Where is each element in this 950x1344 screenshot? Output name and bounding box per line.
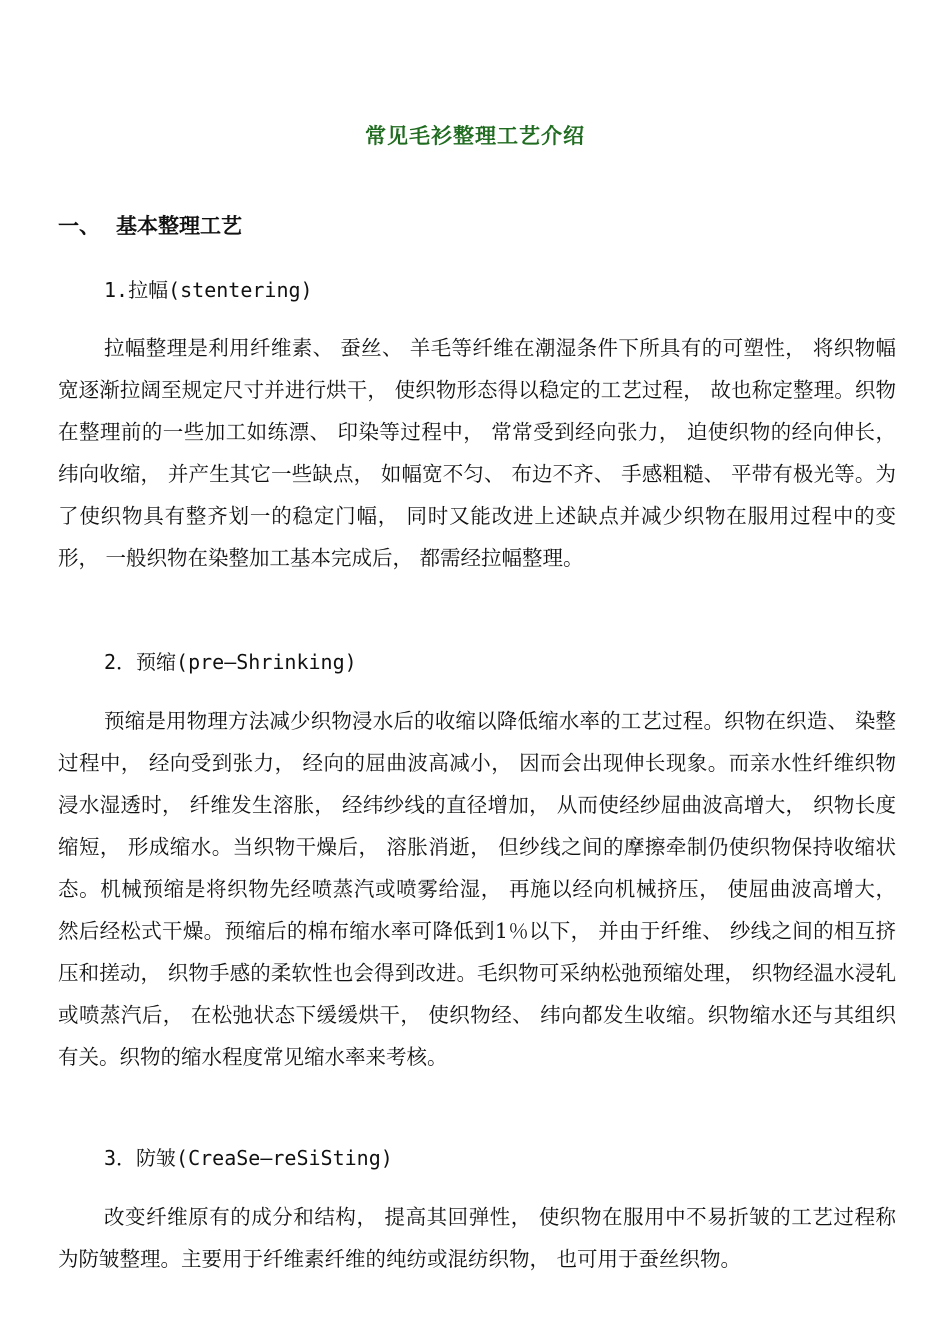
section-number: 一、 [58, 213, 100, 238]
item-heading-crease-resisting: 3．防皱(CreaSe—reSiSting) [104, 1146, 393, 1170]
page-title: 常见毛衫整理工艺介绍 [365, 123, 585, 148]
paragraph-preshrinking: 预缩是用物理方法减少织物浸水后的收缩以降低缩水率的工艺过程。织物在织造、 染整过程中， 经向受到张力， 经向的屈曲波高减小， 因而会出现伸长现象。而亲水性纤维织物浸水湿透时， 纤维发生溶胀， 经纬纱线的直径增加， 从而使经纱屈曲波高增大， 织物长度缩短， 形成缩水。当织物干燥后， 溶胀消逝， 但纱线之间的摩擦牵制仍使织物保持收缩状态。机械预缩是将织物先经喷蒸汽或喷雾给湿， 再施以经向机械挤压， 使屈曲波高增大， 然后经松式干燥。预缩后的棉布缩水率可降低到1％以下， 并由于纤维、 纱线之间的相互挤压和搓动， 织物手感的柔软性也会得到改进。毛织物可采纳松弛预缩处理， 织物经温水浸轧或喷蒸汽后， 在松弛状态下缓缓烘干， 使织物经、 纬向都发生收缩。织物缩水还与其组织有关。织物的缩水程度常见缩水率来考核。 [58, 709, 896, 1069]
section-heading [58, 210, 242, 240]
item-heading-stentering: 1.拉幅(stentering) [104, 278, 313, 302]
paragraph-stentering: 拉幅整理是利用纤维素、 蚕丝、 羊毛等纤维在潮湿条件下所具有的可塑性， 将织物幅宽逐渐拉阔至规定尺寸并进行烘干， 使织物形态得以稳定的工艺过程， 故也称定整理。织物在整理前的一些加工如练漂、 印染等过程中， 常常受到经向张力， 迫使织物的经向伸长， 纬向收缩， 并产生其它一些缺点， 如幅宽不匀、 布边不齐、 手感粗糙、 平带有极光等。为了使织物具有整齐划一的稳定门幅， 同时又能改进上述缺点并减少织物在服用过程中的变形， 一般织物在染整加工基本完成后， 都需经拉幅整理。 [58, 336, 896, 570]
paragraph-crease-resisting: 改变纤维原有的成分和结构， 提高其回弹性， 使织物在服用中不易折皱的工艺过程称为防皱整理。主要用于纤维素纤维的纯纺或混纺织物， 也可用于蚕丝织物。 [58, 1205, 896, 1271]
item-heading-preshrinking: 2．预缩(pre—Shrinking) [104, 650, 357, 674]
section-label: 基本整理工艺 [116, 213, 242, 238]
